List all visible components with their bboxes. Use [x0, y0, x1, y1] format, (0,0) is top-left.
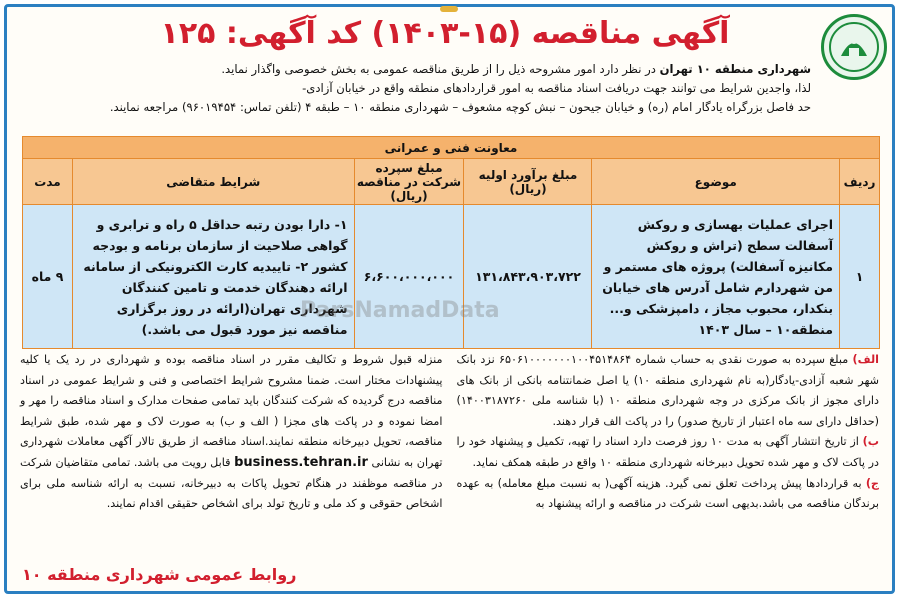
col-header-row: ردیف	[840, 159, 880, 205]
col-header-conditions: شرایط متقاضی	[73, 159, 355, 205]
cell-deposit: ۶،۶۰۰،۰۰۰،۰۰۰	[354, 205, 464, 349]
notes-section	[20, 350, 879, 515]
col-header-subject: موضوع	[592, 159, 840, 205]
notes-right-column	[457, 350, 880, 515]
table-row	[23, 205, 880, 349]
cell-duration: ۹ ماه	[23, 205, 73, 349]
tehran-municipality-logo	[821, 14, 887, 80]
cell-subject: اجرای عملیات بهسازی و روکش آسفالت سطح (تراش و روکش مکانیزه آسفالت) پروژه های مستمر و من شهردارم شامل آدرس های خیابان بنکدار، محبوب مجاز ، دامپزشکی و... منطقه۱۰ – سال ۱۴۰۳	[592, 205, 840, 349]
notes-left-column: منزله قبول شروط و تکالیف مقرر در اسناد مناقصه بوده و شهرداری در رد یک یا کلیه پیشنهادات مختار است. ضمنا مشروح شرایط اختصاصی و فنی و شرایط عمومی در اسناد مناقصه درج گردیده که شرکت کنندگان باید تمامی صفحات مدارک و اسناد مناقصه را مهر و امضا نموده و در پاکت های مجزا ( الف و ب) به صورت لاک و مهر شده، طبق شرایط مناقصه، تحویل دبیرخانه منطقه نمایند.اسناد مناقصه از طریق تالار آگهی معاملات شهرداری تهران به نشانی business.tehran.ir قابل رویت می باشد. تمامی متقاضیان شرکت در مناقصه موظفند در هنگام تحویل پاکات به دبیرخانه، نسبت به ارائه شناسه ملی برای اشخاص حقوقی و کد ملی و تاریخ تولد برای اشخاص حقیقی اقدام نمایند.	[20, 353, 443, 511]
col-header-estimate: مبلغ برآورد اولیه (ریال)	[464, 159, 592, 205]
deputy-header: معاونت فنی و عمرانی	[23, 137, 880, 159]
intro-line-3: حد فاصل بزرگراه یادگار امام (ره) و خیابان جیحون – نبش کوچه مشعوف – شهرداری منطقه ۱۰ – طبقه ۴ (تلفن تماس: ۹۶۰۱۹۴۵۴) مراجعه نمایند.	[109, 100, 811, 114]
col-header-duration: مدت	[23, 159, 73, 205]
logo-emblem-icon	[827, 20, 881, 74]
intro-line-1: شهرداری منطقه ۱۰ تهران در نظر دارد امور مشروحه ذیل را از طریق مناقصه عمومی به بخش خصوصی واگذار نماید.	[221, 62, 811, 76]
org-name: شهرداری منطقه ۱۰ تهران	[659, 62, 811, 76]
cell-estimate: ۱۳۱،۸۴۳،۹۰۳،۷۲۲	[464, 205, 592, 349]
ad-header	[110, 12, 780, 54]
public-relations-signature: روابط عمومی شهرداری منطقه ۱۰	[22, 565, 297, 584]
intro-line-2: لذا، واجدین شرایط می توانند جهت دریافت اسناد مناقصه به امور قراردادهای منطقه واقع در خیابان آزادی-	[302, 81, 811, 95]
col-header-deposit: مبلغ سپرده شرکت در مناقصه (ریال)	[354, 159, 464, 205]
note-c: ج) به قراردادها پیش پرداخت تعلق نمی گیرد. هزینه آگهی( به نسبت مبلغ معامله) به عهده برندگان مناقصه می باشد.بدیهی است شرکت در مناقصه و ارائه پیشنهاد به	[456, 476, 879, 511]
watermark: ParsNamadData	[300, 298, 500, 323]
cell-row: ۱	[840, 205, 880, 349]
note-b: ب) از تاریخ انتشار آگهی به مدت ۱۰ روز فرصت دارد اسناد را تهیه، تکمیل و پیشنهاد خود را در پاکت لاک و مهر شده تحویل دبیرخانه شهرداری منطقه ۱۰ واقع در طبقه همکف نماید.	[456, 435, 879, 469]
intro-text	[20, 60, 811, 117]
website-link[interactable]: business.tehran.ir	[234, 454, 368, 470]
ad-title: آگهی مناقصه (۱۵-۱۴۰۳) کد آگهی: ۱۲۵	[160, 15, 730, 51]
note-a: الف) مبلغ سپرده به صورت نقدی به حساب شماره ۶۵۰۶۱۰۰۰۰۰۰۰۱۰۰۴۵۱۴۸۶۴ نزد بانک شهر شعبه آزادی-یادگار(به نام شهرداری منطقه ۱۰) یا اصل ضمانتنامه بانکی از بانک های دارای مجوز از بانک مرکزی در وجه شهرداری منطقه ۱۰ (با شناسه ملی ۱۴۰۰۳۱۸۷۲۶۰) (حداقل دارای سه ماه اعتبار از تاریخ صدور) را در پاکت الف قرار دهند.	[456, 353, 879, 428]
cell-conditions: ۱- دارا بودن رتبه حداقل ۵ راه و ترابری و گواهی صلاحیت از سازمان برنامه و بودجه کشور ۲- تاییدیه کارت الکترونیکی از سامانه ارائه دهندگان خدمت و تامین کنندگان شهرداری تهران(ارائه در روز برگزاری مناقصه نیز مورد قبول می باشد.)	[73, 205, 355, 349]
